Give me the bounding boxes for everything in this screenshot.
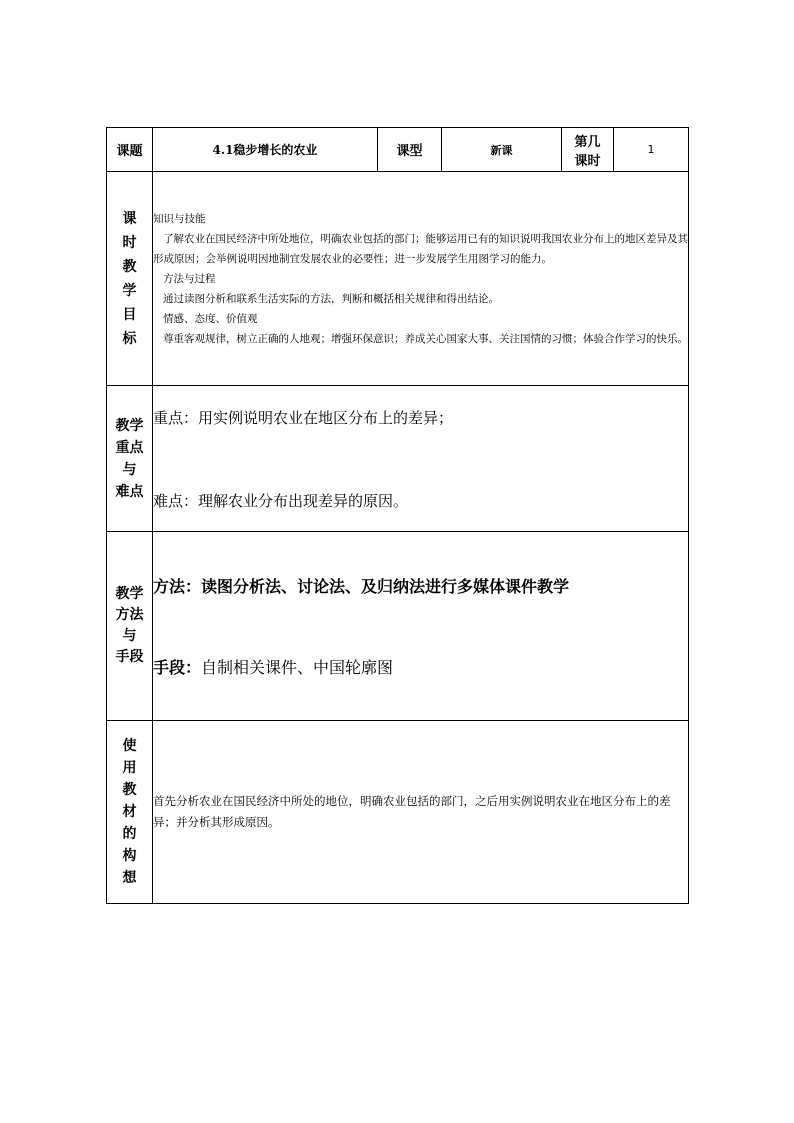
methods-label-part: 与	[122, 628, 137, 644]
textbook-row	[107, 721, 689, 904]
keypoints-label-part: 重点	[115, 439, 144, 456]
methods-label-part: 方法	[115, 607, 144, 623]
topic-value: 4.1稳步增长的农业	[153, 128, 378, 172]
objective-heading-attitude: 情感、态度、价值观	[163, 312, 258, 325]
objectives-label-char: 学	[122, 282, 137, 299]
textbook-label-char: 使	[122, 738, 137, 754]
difficulty-text: 难点：理解农业分布出现差异的原因。	[153, 491, 409, 510]
means-text: 自制相关课件、中国轮廓图	[201, 658, 394, 677]
lesson-number-label	[562, 128, 614, 172]
keypoints-label-part: 难点	[115, 483, 144, 500]
textbook-label-char: 的	[122, 826, 137, 842]
textbook-label-char: 想	[122, 870, 137, 886]
objective-text-attitude: 尊重客观规律，树立正确的人地观；增强环保意识；养成关心国家大事、关注国情的习惯；体验合作学习的快乐。	[163, 332, 688, 345]
textbook-content	[153, 721, 689, 904]
means-label: 手段：	[153, 658, 202, 677]
method-text: 读图分析法、讨论法、及归纳法进行多媒体课件教学	[201, 577, 570, 596]
keypoints-label	[107, 386, 153, 532]
objective-heading-process: 方法与过程	[163, 272, 216, 285]
objective-text-knowledge: 了解农业在国民经济中所处地位，明确农业包括的部门；能够运用已有的知识说明我国农业分布上的地区差异及其形成原因；会举例说明因地制宜发展农业的必要性；进一步发展学生用图学习的能力。	[153, 232, 688, 265]
objectives-content	[153, 172, 689, 386]
objective-text-process: 通过读图分析和联系生活实际的方法，判断和概括相关规律和得出结论。	[163, 292, 499, 305]
lesson-label-line-1: 第几	[574, 134, 601, 150]
keypoints-row	[107, 386, 689, 532]
textbook-label-char: 教	[122, 782, 137, 798]
textbook-text: 首先分析农业在国民经济中所处的地位，明确农业包括的部门，之后用实例说明农业在地区分布上的差异；并分析其形成原因。	[153, 794, 671, 829]
objectives-label-char: 时	[122, 234, 137, 251]
textbook-label-char: 用	[122, 760, 137, 776]
keypoints-label-part: 教学	[115, 417, 144, 434]
methods-label-part: 教学	[115, 586, 144, 602]
lesson-plan-table	[106, 127, 689, 904]
methods-row	[107, 532, 689, 721]
type-value: 新课	[442, 128, 562, 172]
methods-label-part: 手段	[115, 649, 144, 665]
objectives-label-char: 标	[122, 330, 137, 347]
textbook-label-char: 材	[122, 804, 137, 820]
focus-text: 重点：用实例说明农业在地区分布上的差异；	[153, 408, 454, 427]
keypoints-content	[153, 386, 689, 532]
header-row	[107, 128, 689, 172]
method-label: 方法：	[153, 577, 202, 596]
type-label: 课型	[378, 128, 442, 172]
objectives-label-char: 课	[122, 210, 137, 227]
objectives-label-char: 目	[122, 306, 137, 323]
keypoints-label-part: 与	[122, 461, 137, 478]
topic-label: 课题	[107, 128, 153, 172]
textbook-label-char: 构	[122, 848, 137, 864]
objectives-row	[107, 172, 689, 386]
methods-content	[153, 532, 689, 721]
textbook-label	[107, 721, 153, 904]
lesson-number-value: 1	[614, 128, 689, 172]
objectives-label-char: 教	[122, 258, 137, 275]
methods-label	[107, 532, 153, 721]
objective-heading-knowledge: 知识与技能	[153, 212, 206, 225]
lesson-label-line-2: 课时	[574, 153, 601, 169]
objectives-label	[107, 172, 153, 386]
